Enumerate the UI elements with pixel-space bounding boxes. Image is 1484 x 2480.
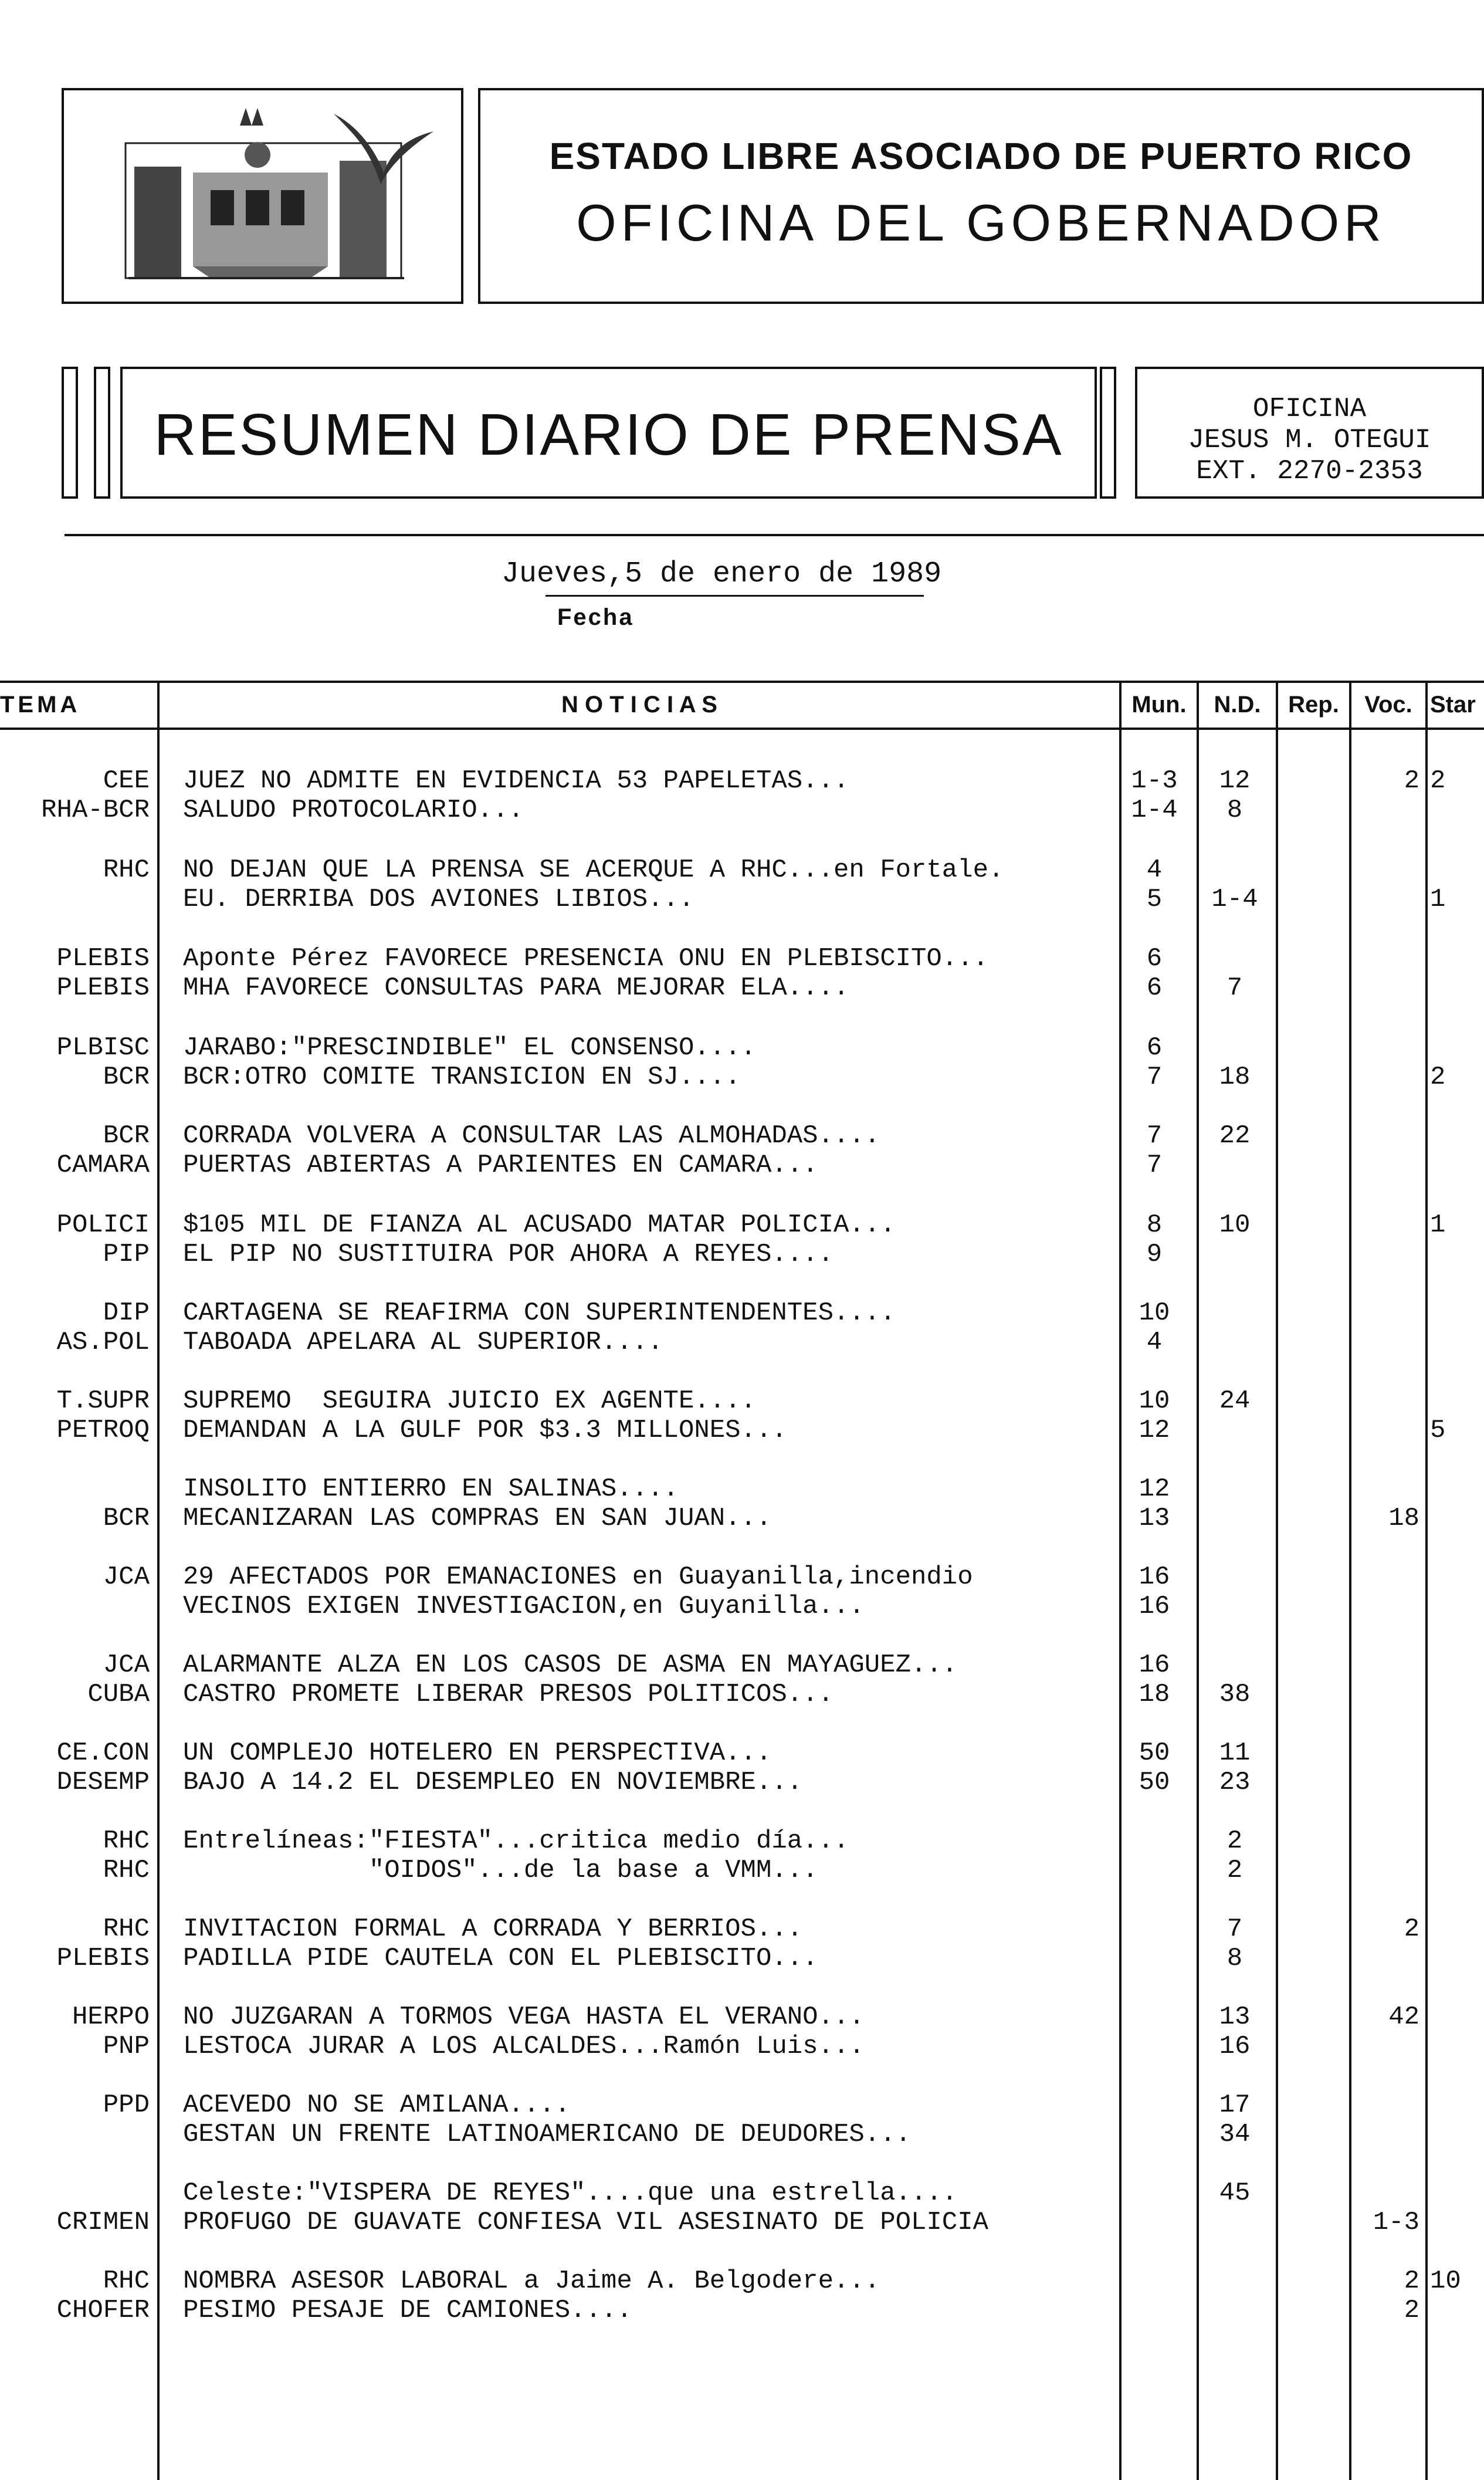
- mun-cell: 5: [1146, 885, 1163, 914]
- table-row: [0, 2207, 1484, 2238]
- table-row: [0, 1327, 1484, 1358]
- mun-cell: 1-3: [1131, 766, 1178, 796]
- tema-cell: JCA: [103, 1650, 150, 1680]
- nd-cell: 2: [1226, 1856, 1243, 1885]
- tema-cell: CUBA: [87, 1680, 150, 1709]
- table-row: [0, 795, 1484, 825]
- tema-cell: PLEBIS: [56, 973, 150, 1003]
- divider: [65, 534, 1484, 536]
- mun-cell: 10: [1139, 1298, 1170, 1328]
- banner-title: RESUMEN DIARIO DE PRENSA: [154, 402, 1063, 468]
- noticia-cell: INSOLITO ENTIERRO EN SALINAS....: [183, 1474, 679, 1504]
- mun-cell: 16: [1139, 1562, 1170, 1592]
- banner-bar-left-1: [62, 367, 78, 499]
- header-noticias: N O T I C I A S: [561, 692, 717, 718]
- star-cell: 1: [1430, 1210, 1446, 1240]
- tema-cell: PLEBIS: [56, 1944, 150, 1973]
- nd-cell: 23: [1219, 1768, 1251, 1797]
- table-row: [0, 2295, 1484, 2326]
- tema-cell: T.SUPR: [56, 1386, 150, 1416]
- mun-cell: 9: [1146, 1240, 1163, 1269]
- noticia-cell: CARTAGENA SE REAFIRMA CON SUPERINTENDENTES....: [183, 1298, 896, 1328]
- tema-cell: PLBISC: [56, 1033, 150, 1063]
- table-row: [0, 2119, 1484, 2150]
- mun-cell: 7: [1146, 1121, 1163, 1151]
- tema-cell: CE.CON: [56, 1738, 150, 1768]
- mun-cell: 6: [1146, 944, 1163, 973]
- mun-cell: 7: [1146, 1063, 1163, 1092]
- tema-cell: HERPO: [72, 2002, 150, 2032]
- table-row: [0, 1826, 1484, 1856]
- table-row: [0, 1943, 1484, 1974]
- header-rep: Rep.: [1288, 692, 1339, 718]
- tema-cell: JCA: [103, 1562, 150, 1592]
- tema-cell: BCR: [103, 1063, 150, 1092]
- noticia-cell: Aponte Pérez FAVORECE PRESENCIA ONU EN PLEBISCITO...: [183, 944, 989, 973]
- tema-cell: RHC: [103, 2266, 150, 2296]
- mun-cell: 12: [1139, 1474, 1170, 1504]
- mun-cell: 6: [1146, 973, 1163, 1003]
- noticia-cell: PESIMO PESAJE DE CAMIONES....: [183, 2296, 632, 2325]
- table-top-border: [0, 681, 1484, 683]
- noticia-cell: EL PIP NO SUSTITUIRA POR AHORA A REYES....: [183, 1240, 834, 1269]
- office-contact: JESUS M. OTEGUI: [1188, 425, 1431, 455]
- noticia-cell: CASTRO PROMETE LIBERAR PRESOS POLITICOS...: [183, 1680, 834, 1709]
- table-row: [0, 1650, 1484, 1680]
- noticia-cell: EU. DERRIBA DOS AVIONES LIBIOS...: [183, 885, 694, 914]
- tema-cell: RHC: [103, 1856, 150, 1885]
- tema-cell: RHC: [103, 855, 150, 885]
- tema-cell: CAMARA: [56, 1151, 150, 1180]
- table-row: [0, 973, 1484, 1003]
- noticia-cell: JUEZ NO ADMITE EN EVIDENCIA 53 PAPELETAS...: [183, 766, 849, 796]
- nd-cell: 18: [1219, 1063, 1251, 1092]
- mun-cell: 16: [1139, 1592, 1170, 1621]
- table-row: [0, 1562, 1484, 1592]
- table-row: [0, 884, 1484, 915]
- tema-cell: CHOFER: [56, 2296, 150, 2325]
- title-box: [478, 88, 1484, 304]
- header-mun: Mun.: [1131, 692, 1187, 718]
- mun-cell: 4: [1146, 1328, 1163, 1357]
- header-nd: N.D.: [1214, 692, 1261, 718]
- banner-box: [120, 367, 1097, 499]
- header-voc: Voc.: [1364, 692, 1412, 718]
- nd-cell: 8: [1226, 796, 1243, 825]
- nd-cell: 10: [1219, 1210, 1251, 1240]
- tema-cell: CRIMEN: [56, 2208, 150, 2237]
- table-row: [0, 2266, 1484, 2296]
- star-cell: 10: [1430, 2266, 1461, 2296]
- noticia-cell: INVITACION FORMAL A CORRADA Y BERRIOS...: [183, 1914, 803, 1944]
- date-label: Fecha: [557, 604, 634, 630]
- table-row: [0, 1121, 1484, 1151]
- noticia-cell: VECINOS EXIGEN INVESTIGACION,en Guyanilla...: [183, 1592, 865, 1621]
- table-row: [0, 1767, 1484, 1798]
- voc-cell: 2: [1404, 1914, 1419, 1944]
- nd-cell: 2: [1226, 1826, 1243, 1856]
- tema-cell: RHC: [103, 1826, 150, 1856]
- mun-cell: 6: [1146, 1033, 1163, 1063]
- noticia-cell: TABOADA APELARA AL SUPERIOR....: [183, 1328, 663, 1357]
- nd-cell: 1-4: [1211, 885, 1258, 914]
- tema-cell: RHC: [103, 1914, 150, 1944]
- noticia-cell: $105 MIL DE FIANZA AL ACUSADO MATAR POLICIA...: [183, 1210, 896, 1240]
- mun-cell: 7: [1146, 1151, 1163, 1180]
- table-row: [0, 1386, 1484, 1416]
- table-row: [0, 1855, 1484, 1886]
- tema-cell: AS.POL: [56, 1328, 150, 1357]
- nd-cell: 11: [1219, 1738, 1251, 1768]
- table-row: [0, 1914, 1484, 1944]
- voc-cell: 18: [1388, 1504, 1419, 1533]
- nd-cell: 7: [1226, 973, 1243, 1003]
- nd-cell: 38: [1219, 1680, 1251, 1709]
- table-row: [0, 1033, 1484, 1063]
- table-row: [0, 2031, 1484, 2062]
- mun-cell: 18: [1139, 1680, 1170, 1709]
- table-row: [0, 1062, 1484, 1092]
- noticia-cell: SUPREMO SEGUIRA JUICIO EX AGENTE....: [183, 1386, 756, 1416]
- table-row: [0, 1298, 1484, 1328]
- noticia-cell: Celeste:"VISPERA DE REYES"....que una estrella....: [183, 2178, 958, 2208]
- nd-cell: 22: [1219, 1121, 1251, 1151]
- nd-cell: 7: [1226, 1914, 1243, 1944]
- nd-cell: 17: [1219, 2090, 1251, 2120]
- nd-cell: 34: [1219, 2120, 1251, 2149]
- tema-cell: RHA-BCR: [41, 796, 150, 825]
- table-row: [0, 1239, 1484, 1270]
- table-row: [0, 1474, 1484, 1504]
- mun-cell: 50: [1139, 1738, 1170, 1768]
- government-name: ESTADO LIBRE ASOCIADO DE PUERTO RICO: [549, 135, 1413, 177]
- report-date: Jueves,5 de enero de 1989: [502, 557, 942, 591]
- table-row: [0, 855, 1484, 885]
- noticia-cell: "OIDOS"...de la base a VMM...: [183, 1856, 818, 1885]
- banner-bar-left-2: [94, 367, 110, 499]
- mun-cell: 1-4: [1131, 796, 1178, 825]
- voc-cell: 1-3: [1373, 2208, 1419, 2237]
- mun-cell: 16: [1139, 1650, 1170, 1680]
- tema-cell: POLICI: [56, 1210, 150, 1240]
- nd-cell: 24: [1219, 1386, 1251, 1416]
- table-row: [0, 766, 1484, 796]
- noticia-cell: PADILLA PIDE CAUTELA CON EL PLEBISCITO...: [183, 1944, 818, 1973]
- date-underline: [546, 595, 924, 597]
- tema-cell: CEE: [103, 766, 150, 796]
- table-row: [0, 1503, 1484, 1534]
- noticia-cell: ACEVEDO NO SE AMILANA....: [183, 2090, 571, 2120]
- voc-cell: 2: [1404, 2296, 1419, 2325]
- nd-cell: 8: [1226, 1944, 1243, 1973]
- office-extension: EXT. 2270-2353: [1196, 456, 1423, 486]
- noticia-cell: SALUDO PROTOCOLARIO...: [183, 796, 524, 825]
- mun-cell: 8: [1146, 1210, 1163, 1240]
- star-cell: 2: [1430, 766, 1446, 796]
- noticia-cell: CORRADA VOLVERA A CONSULTAR LAS ALMOHADAS....: [183, 1121, 880, 1151]
- table-row: [0, 2002, 1484, 2032]
- tema-cell: BCR: [103, 1121, 150, 1151]
- tema-cell: PLEBIS: [56, 944, 150, 973]
- star-cell: 2: [1430, 1063, 1446, 1092]
- noticia-cell: DEMANDAN A LA GULF POR $3.3 MILLONES...: [183, 1416, 787, 1445]
- noticia-cell: UN COMPLEJO HOTELERO EN PERSPECTIVA...: [183, 1738, 772, 1768]
- noticia-cell: NO JUZGARAN A TORMOS VEGA HASTA EL VERANO...: [183, 2002, 865, 2032]
- table-row: [0, 1679, 1484, 1710]
- noticia-cell: NOMBRA ASESOR LABORAL a Jaime A. Belgodere...: [183, 2266, 880, 2296]
- tema-cell: PETROQ: [56, 1416, 150, 1445]
- banner-bar-right-1: [1100, 367, 1116, 499]
- header-star: Star: [1430, 692, 1476, 718]
- table-header-border: [0, 728, 1484, 730]
- table-row: [0, 1210, 1484, 1240]
- mun-cell: 13: [1139, 1504, 1170, 1533]
- noticia-cell: ALARMANTE ALZA EN LOS CASOS DE ASMA EN MAYAGUEZ...: [183, 1650, 958, 1680]
- logo-box: [62, 88, 463, 304]
- tema-cell: PPD: [103, 2090, 150, 2120]
- nd-cell: 45: [1219, 2178, 1251, 2208]
- table-row: [0, 1150, 1484, 1180]
- tema-cell: DESEMP: [56, 1768, 150, 1797]
- noticia-cell: PUERTAS ABIERTAS A PARIENTES EN CAMARA...: [183, 1151, 818, 1180]
- office-box: [1135, 367, 1484, 499]
- table-row: [0, 1591, 1484, 1622]
- tema-cell: PIP: [103, 1240, 150, 1269]
- nd-cell: 12: [1219, 766, 1251, 796]
- tema-cell: PNP: [103, 2032, 150, 2061]
- noticia-cell: PROFUGO DE GUAVATE CONFIESA VIL ASESINATO DE POLICIA: [183, 2208, 989, 2237]
- voc-cell: 2: [1404, 2266, 1419, 2296]
- voc-cell: 42: [1388, 2002, 1419, 2032]
- nd-cell: 13: [1219, 2002, 1251, 2032]
- office-name: OFICINA DEL GOBERNADOR: [576, 194, 1386, 252]
- noticia-cell: BCR:OTRO COMITE TRANSICION EN SJ....: [183, 1063, 741, 1092]
- noticia-cell: MHA FAVORECE CONSULTAS PARA MEJORAR ELA....: [183, 973, 849, 1003]
- header-tema: TEMA: [0, 692, 81, 718]
- noticia-cell: LESTOCA JURAR A LOS ALCALDES...Ramón Luis...: [183, 2032, 865, 2061]
- governor-mansion-logo: [64, 90, 461, 302]
- noticia-cell: Entrelíneas:"FIESTA"...critica medio día...: [183, 1826, 849, 1856]
- tema-cell: DIP: [103, 1298, 150, 1328]
- table-row: [0, 1738, 1484, 1768]
- mun-cell: 12: [1139, 1416, 1170, 1445]
- noticia-cell: GESTAN UN FRENTE LATINOAMERICANO DE DEUDORES...: [183, 2120, 912, 2149]
- mun-cell: 10: [1139, 1386, 1170, 1416]
- table-row: [0, 1415, 1484, 1446]
- mun-cell: 50: [1139, 1768, 1170, 1797]
- tema-cell: BCR: [103, 1504, 150, 1533]
- table-row: [0, 943, 1484, 974]
- table-row: [0, 2090, 1484, 2120]
- table-row: [0, 2178, 1484, 2208]
- mun-cell: 4: [1146, 855, 1163, 885]
- nd-cell: 16: [1219, 2032, 1251, 2061]
- noticia-cell: MECANIZARAN LAS COMPRAS EN SAN JUAN...: [183, 1504, 772, 1533]
- star-cell: 1: [1430, 885, 1446, 914]
- voc-cell: 2: [1404, 766, 1419, 796]
- star-cell: 5: [1430, 1416, 1446, 1445]
- noticia-cell: BAJO A 14.2 EL DESEMPLEO EN NOVIEMBRE...: [183, 1768, 803, 1797]
- noticia-cell: JARABO:"PRESCINDIBLE" EL CONSENSO....: [183, 1033, 756, 1063]
- noticia-cell: 29 AFECTADOS POR EMANACIONES en Guayanilla,incendio: [183, 1562, 973, 1592]
- noticia-cell: NO DEJAN QUE LA PRENSA SE ACERQUE A RHC...en Fortale.: [183, 855, 1004, 885]
- office-label: OFICINA: [1252, 394, 1367, 424]
